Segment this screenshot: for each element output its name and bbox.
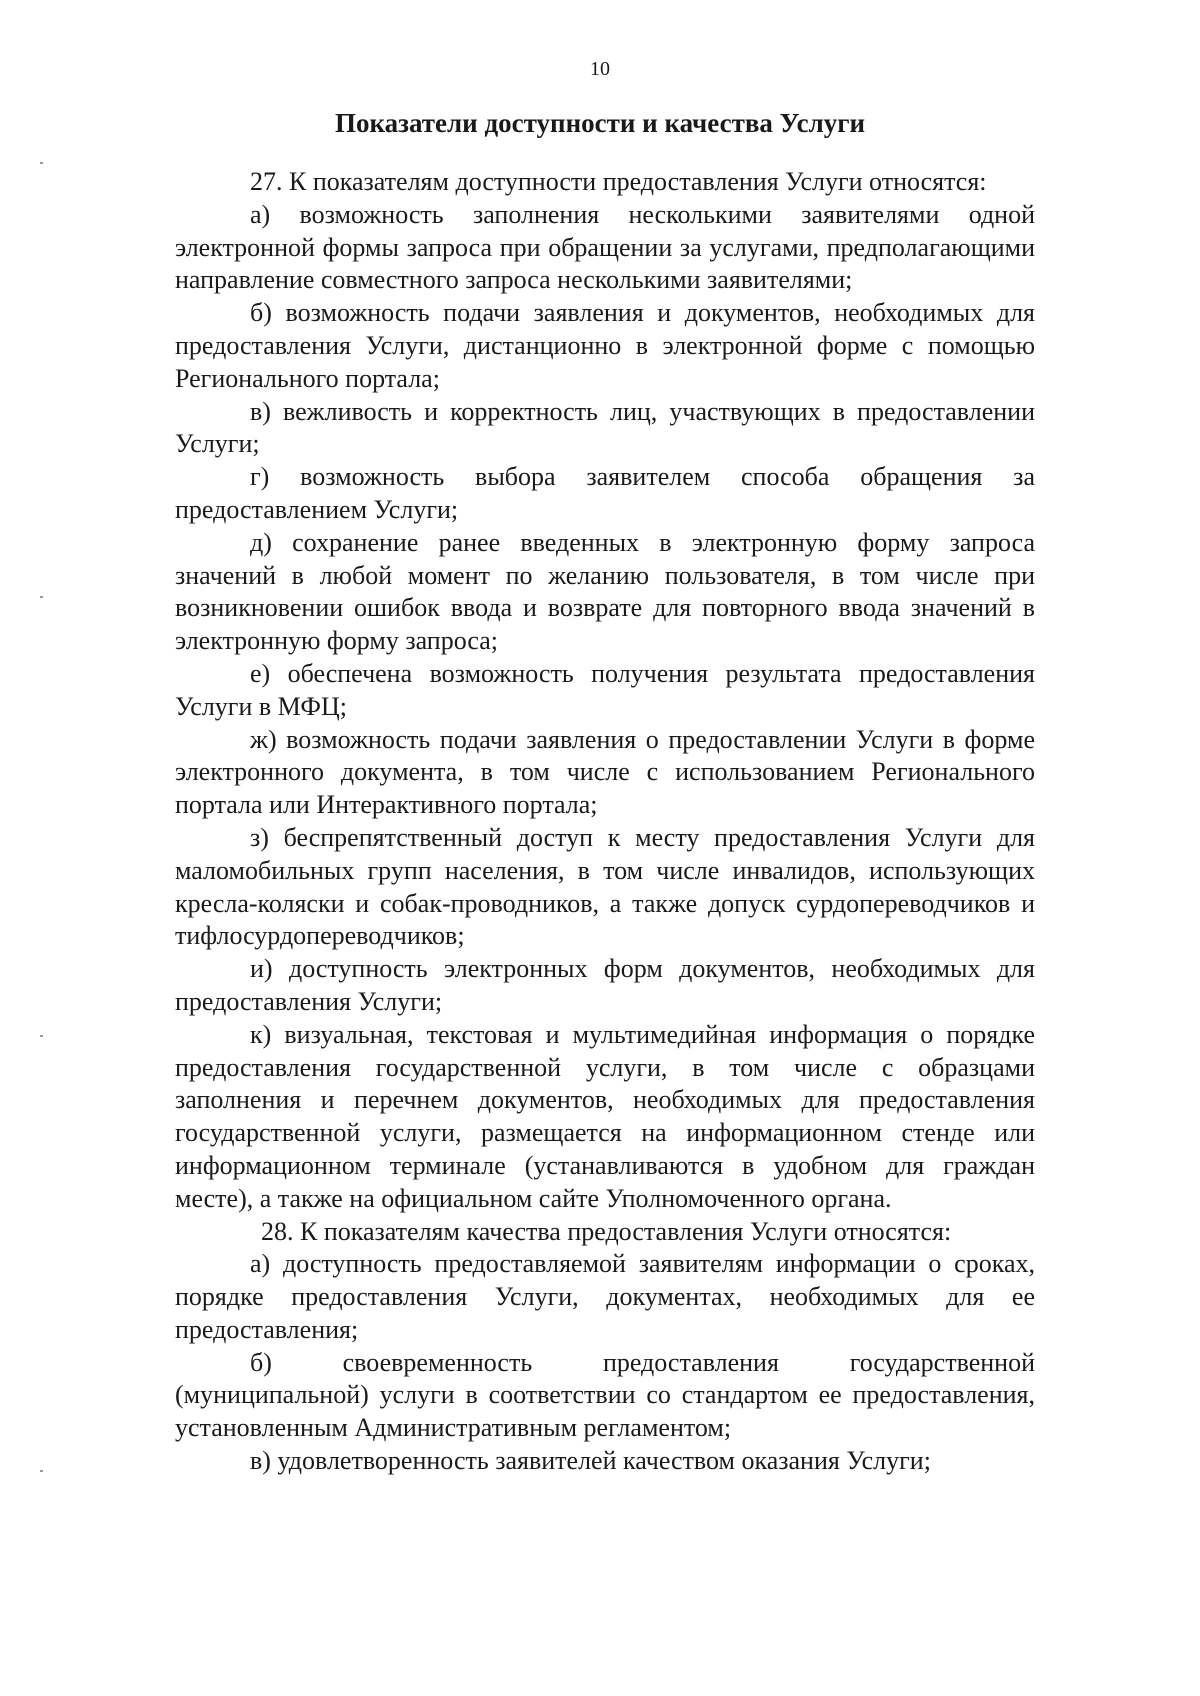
paragraph-27-v: в) вежливость и корректность лиц, участвующих в предоставлении Услуги;	[175, 396, 1035, 459]
paragraph-27-b: б) возможность подачи заявления и документов, необходимых для предоставления Услуги, дистанционно в электронной форме с помощью Регионального портала;	[175, 298, 1035, 393]
scan-margin-mark	[40, 1035, 43, 1037]
paragraph-27-g: г) возможность выбора заявителем способа обращения за предоставлением Услуги;	[175, 462, 1035, 524]
paragraph-28-a: а) доступность предоставляемой заявителям информации о сроках, порядке предоставления Услуги, документах, необходимых для ее предоставления;	[175, 1249, 1035, 1344]
page-number: 10	[590, 58, 610, 80]
paragraph-27: 27. К показателям доступности предоставления Услуги относятся:	[250, 167, 987, 196]
document-body	[175, 166, 1035, 1478]
scan-margin-mark	[40, 162, 43, 164]
paragraph-28: 28. К показателям качества предоставления Услуги относятся:	[261, 1216, 952, 1246]
paragraph-28-v: в) удовлетворенность заявителей качеством оказания Услуги;	[250, 1446, 931, 1476]
paragraph-27-d: д) сохранение ранее введенных в электронную форму запроса значений в любой момент по желанию пользователя, в том числе при возникновении ошибок ввода и возврате для повторного ввода значений в электронную форму запроса;	[175, 527, 1035, 656]
paragraph-27-i: и) доступность электронных форм документов, необходимых для предоставления Услуги;	[175, 954, 1035, 1016]
paragraph-27-k: к) визуальная, текстовая и мультимедийная информация о порядке предоставления государственной услуги, в том числе с образцами заполнения и перечнем документов, необходимых для предоставления государственной услуги, размещается на информационном стенде или информационном терминале (устанавливаются в удобном для граждан месте), а также на официальном сайте Уполномоченного органа.	[175, 1019, 1035, 1213]
paragraph-27-zh: ж) возможность подачи заявления о предоставлении Услуги в форме электронного документа, в том числе с использованием Регионального портала или Интерактивного портала;	[175, 724, 1035, 820]
section-heading: Показатели доступности и качества Услуги	[334, 108, 866, 138]
paragraph-27-z: з) беспрепятственный доступ к месту предоставления Услуги для маломобильных групп населения, в том числе инвалидов, использующих кресла-коляски и собак-проводников, а также допуск сурдопереводчиков и тифлосурдопереводчиков;	[175, 822, 1035, 951]
scan-margin-mark	[40, 596, 43, 598]
paragraph-27-e: е) обеспечена возможность получения результата предоставления Услуги в МФЦ;	[175, 658, 1035, 721]
paragraph-27-a: а) возможность заполнения несколькими заявителями одной электронной формы запроса при обращении за услугами, предполагающими направление совместного запроса несколькими заявителями;	[175, 199, 1035, 295]
paragraph-28-b: б) своевременность предоставления государственной (муниципальной) услуги в соответствии со стандартом ее предоставления, установленным Административным регламентом;	[175, 1347, 1035, 1443]
scan-margin-mark	[40, 1470, 43, 1472]
